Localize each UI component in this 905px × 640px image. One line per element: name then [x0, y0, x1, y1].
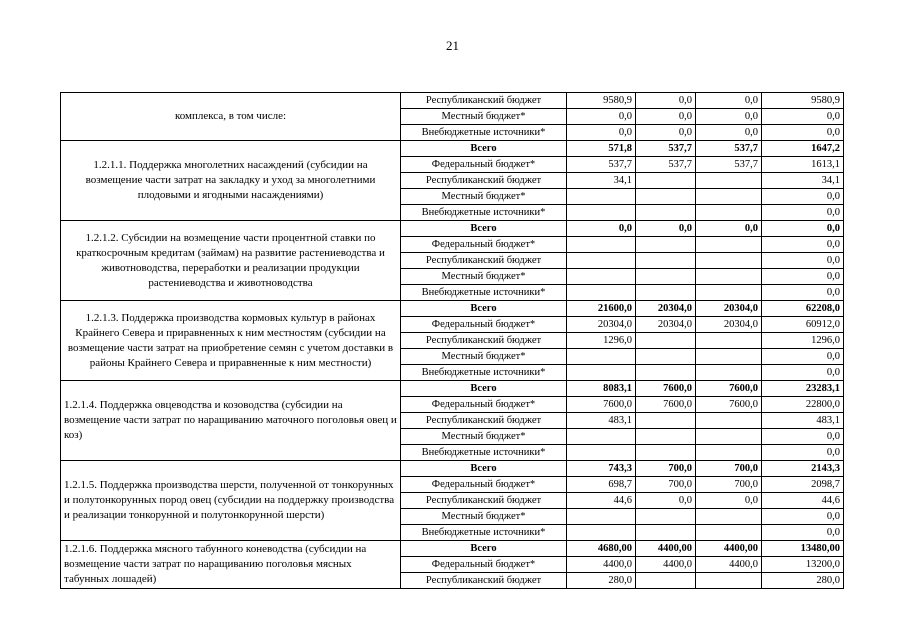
year3-value-cell — [696, 365, 762, 381]
measure-name-cell: комплекса, в том числе: — [61, 93, 401, 141]
year1-value-cell — [567, 253, 636, 269]
year2-value-cell: 700,0 — [636, 461, 696, 477]
year3-value-cell: 700,0 — [696, 477, 762, 493]
year3-value-cell: 0,0 — [696, 493, 762, 509]
year3-value-cell — [696, 445, 762, 461]
year3-value-cell — [696, 253, 762, 269]
year1-value-cell: 20304,0 — [567, 317, 636, 333]
measure-name-cell: 1.2.1.1. Поддержка многолетних насаждений (субсидии на возмещение части затрат на закладку и уход за многолетними плодовыми и ягодными насаждениями) — [61, 141, 401, 221]
year3-value-cell — [696, 573, 762, 589]
year2-value-cell: 537,7 — [636, 157, 696, 173]
year1-value-cell — [567, 525, 636, 541]
year1-value-cell — [567, 285, 636, 301]
year1-value-cell: 4400,0 — [567, 557, 636, 573]
year2-value-cell: 7600,0 — [636, 397, 696, 413]
funding-source-cell: Всего — [401, 301, 567, 317]
year1-value-cell — [567, 237, 636, 253]
year3-value-cell — [696, 509, 762, 525]
total-value-cell: 13200,0 — [762, 557, 844, 573]
total-value-cell: 0,0 — [762, 269, 844, 285]
year3-value-cell — [696, 189, 762, 205]
funding-source-cell: Федеральный бюджет* — [401, 557, 567, 573]
funding-source-cell: Республиканский бюджет — [401, 573, 567, 589]
funding-source-cell: Федеральный бюджет* — [401, 237, 567, 253]
year2-value-cell — [636, 573, 696, 589]
year3-value-cell: 537,7 — [696, 141, 762, 157]
funding-source-cell: Республиканский бюджет — [401, 493, 567, 509]
year3-value-cell: 20304,0 — [696, 301, 762, 317]
year1-value-cell: 8083,1 — [567, 381, 636, 397]
year1-value-cell — [567, 365, 636, 381]
year1-value-cell: 1296,0 — [567, 333, 636, 349]
year2-value-cell: 4400,00 — [636, 541, 696, 557]
year1-value-cell: 698,7 — [567, 477, 636, 493]
funding-source-cell: Местный бюджет* — [401, 429, 567, 445]
year1-value-cell: 571,8 — [567, 141, 636, 157]
funding-source-cell: Местный бюджет* — [401, 269, 567, 285]
total-value-cell: 13480,00 — [762, 541, 844, 557]
funding-source-cell: Местный бюджет* — [401, 509, 567, 525]
year2-value-cell: 7600,0 — [636, 381, 696, 397]
table-row — [61, 541, 844, 557]
funding-source-cell: Местный бюджет* — [401, 349, 567, 365]
year3-value-cell: 700,0 — [696, 461, 762, 477]
total-value-cell: 62208,0 — [762, 301, 844, 317]
year2-value-cell: 4400,0 — [636, 557, 696, 573]
year2-value-cell: 0,0 — [636, 93, 696, 109]
year2-value-cell: 0,0 — [636, 493, 696, 509]
table-row — [61, 301, 844, 317]
year2-value-cell — [636, 509, 696, 525]
year2-value-cell: 20304,0 — [636, 317, 696, 333]
total-value-cell: 0,0 — [762, 189, 844, 205]
year2-value-cell — [636, 413, 696, 429]
year1-value-cell — [567, 269, 636, 285]
year1-value-cell: 483,1 — [567, 413, 636, 429]
total-value-cell: 1296,0 — [762, 333, 844, 349]
total-value-cell: 0,0 — [762, 285, 844, 301]
year3-value-cell — [696, 525, 762, 541]
total-value-cell: 0,0 — [762, 429, 844, 445]
funding-source-cell: Всего — [401, 461, 567, 477]
table-row — [61, 461, 844, 477]
funding-source-cell: Федеральный бюджет* — [401, 317, 567, 333]
total-value-cell: 1613,1 — [762, 157, 844, 173]
year2-value-cell — [636, 365, 696, 381]
funding-source-cell: Всего — [401, 541, 567, 557]
year3-value-cell: 537,7 — [696, 157, 762, 173]
year3-value-cell — [696, 205, 762, 221]
year1-value-cell: 9580,9 — [567, 93, 636, 109]
year1-value-cell — [567, 429, 636, 445]
year3-value-cell — [696, 349, 762, 365]
year2-value-cell — [636, 525, 696, 541]
measure-name-cell: 1.2.1.6. Поддержка мясного табунного коневодства (субсидии на возмещение части затрат по наращиванию поголовья мясных табунных лошадей) — [61, 541, 401, 589]
total-value-cell: 34,1 — [762, 173, 844, 189]
budget-table — [60, 92, 844, 589]
year3-value-cell: 0,0 — [696, 221, 762, 237]
year1-value-cell: 7600,0 — [567, 397, 636, 413]
year2-value-cell — [636, 205, 696, 221]
total-value-cell: 0,0 — [762, 445, 844, 461]
year2-value-cell: 537,7 — [636, 141, 696, 157]
year1-value-cell — [567, 445, 636, 461]
funding-source-cell: Внебюджетные источники* — [401, 365, 567, 381]
funding-source-cell: Внебюджетные источники* — [401, 285, 567, 301]
funding-source-cell: Республиканский бюджет — [401, 93, 567, 109]
table-row — [61, 93, 844, 109]
total-value-cell: 0,0 — [762, 509, 844, 525]
year2-value-cell: 700,0 — [636, 477, 696, 493]
year1-value-cell — [567, 349, 636, 365]
year1-value-cell: 280,0 — [567, 573, 636, 589]
total-value-cell: 0,0 — [762, 349, 844, 365]
year2-value-cell: 0,0 — [636, 109, 696, 125]
year3-value-cell: 0,0 — [696, 125, 762, 141]
funding-source-cell: Местный бюджет* — [401, 189, 567, 205]
year3-value-cell: 4400,0 — [696, 557, 762, 573]
funding-source-cell: Республиканский бюджет — [401, 253, 567, 269]
year2-value-cell — [636, 189, 696, 205]
year3-value-cell — [696, 269, 762, 285]
total-value-cell: 22800,0 — [762, 397, 844, 413]
budget-table-body — [61, 93, 844, 589]
year1-value-cell: 21600,0 — [567, 301, 636, 317]
year1-value-cell: 0,0 — [567, 109, 636, 125]
year3-value-cell: 4400,00 — [696, 541, 762, 557]
year1-value-cell: 44,6 — [567, 493, 636, 509]
total-value-cell: 2098,7 — [762, 477, 844, 493]
funding-source-cell: Всего — [401, 381, 567, 397]
year2-value-cell — [636, 285, 696, 301]
year2-value-cell — [636, 333, 696, 349]
funding-source-cell: Республиканский бюджет — [401, 173, 567, 189]
total-value-cell: 44,6 — [762, 493, 844, 509]
year1-value-cell: 4680,00 — [567, 541, 636, 557]
total-value-cell: 0,0 — [762, 525, 844, 541]
year2-value-cell — [636, 445, 696, 461]
measure-name-cell: 1.2.1.5. Поддержка производства шерсти, полученной от тонкорунных и полутонкорунных пород овец (субсидии на поддержку производства и реализации тонкорунной и полутонкорунной шерсти) — [61, 461, 401, 541]
year3-value-cell — [696, 429, 762, 445]
total-value-cell: 0,0 — [762, 205, 844, 221]
measure-name-cell: 1.2.1.4. Поддержка овцеводства и козоводства (субсидии на возмещение части затрат по наращиванию маточного поголовья овец и коз) — [61, 381, 401, 461]
year3-value-cell: 0,0 — [696, 93, 762, 109]
year1-value-cell: 0,0 — [567, 221, 636, 237]
total-value-cell: 280,0 — [762, 573, 844, 589]
year3-value-cell — [696, 237, 762, 253]
year2-value-cell — [636, 173, 696, 189]
funding-source-cell: Федеральный бюджет* — [401, 477, 567, 493]
year3-value-cell — [696, 333, 762, 349]
year2-value-cell: 0,0 — [636, 125, 696, 141]
measure-name-cell: 1.2.1.3. Поддержка производства кормовых культур в районах Крайнего Севера и приравненных к ним местностям (субсидии на возмещение части затрат на приобретение семян с учетом доставки в районы Крайнего Севера и приравненные к ним местности) — [61, 301, 401, 381]
total-value-cell: 0,0 — [762, 109, 844, 125]
table-row — [61, 221, 844, 237]
page-number: 21 — [446, 38, 459, 53]
year3-value-cell — [696, 285, 762, 301]
funding-source-cell: Федеральный бюджет* — [401, 397, 567, 413]
total-value-cell: 23283,1 — [762, 381, 844, 397]
funding-source-cell: Местный бюджет* — [401, 109, 567, 125]
year1-value-cell: 537,7 — [567, 157, 636, 173]
year1-value-cell: 34,1 — [567, 173, 636, 189]
total-value-cell: 0,0 — [762, 125, 844, 141]
year3-value-cell — [696, 413, 762, 429]
funding-source-cell: Всего — [401, 141, 567, 157]
year1-value-cell — [567, 509, 636, 525]
year2-value-cell — [636, 253, 696, 269]
funding-source-cell: Внебюджетные источники* — [401, 445, 567, 461]
year2-value-cell — [636, 269, 696, 285]
funding-source-cell: Республиканский бюджет — [401, 333, 567, 349]
year1-value-cell — [567, 189, 636, 205]
year2-value-cell: 0,0 — [636, 221, 696, 237]
total-value-cell: 60912,0 — [762, 317, 844, 333]
table-row — [61, 381, 844, 397]
funding-source-cell: Всего — [401, 221, 567, 237]
year3-value-cell — [696, 173, 762, 189]
funding-source-cell: Внебюджетные источники* — [401, 205, 567, 221]
funding-source-cell: Федеральный бюджет* — [401, 157, 567, 173]
total-value-cell: 9580,9 — [762, 93, 844, 109]
total-value-cell: 483,1 — [762, 413, 844, 429]
year1-value-cell — [567, 205, 636, 221]
total-value-cell: 0,0 — [762, 237, 844, 253]
year1-value-cell: 0,0 — [567, 125, 636, 141]
total-value-cell: 0,0 — [762, 365, 844, 381]
year1-value-cell: 743,3 — [567, 461, 636, 477]
funding-source-cell: Внебюджетные источники* — [401, 125, 567, 141]
total-value-cell: 2143,3 — [762, 461, 844, 477]
year3-value-cell: 0,0 — [696, 109, 762, 125]
funding-source-cell: Республиканский бюджет — [401, 413, 567, 429]
year3-value-cell: 20304,0 — [696, 317, 762, 333]
year2-value-cell — [636, 349, 696, 365]
total-value-cell: 0,0 — [762, 221, 844, 237]
total-value-cell: 0,0 — [762, 253, 844, 269]
total-value-cell: 1647,2 — [762, 141, 844, 157]
year3-value-cell: 7600,0 — [696, 381, 762, 397]
measure-name-cell: 1.2.1.2. Субсидии на возмещение части процентной ставки по краткосрочным кредитам (займам) на развитие растениеводства и животноводства, переработки и реализации продукции растениеводства и животноводства — [61, 221, 401, 301]
funding-source-cell: Внебюджетные источники* — [401, 525, 567, 541]
table-row — [61, 141, 844, 157]
year2-value-cell — [636, 237, 696, 253]
year2-value-cell: 20304,0 — [636, 301, 696, 317]
year3-value-cell: 7600,0 — [696, 397, 762, 413]
year2-value-cell — [636, 429, 696, 445]
